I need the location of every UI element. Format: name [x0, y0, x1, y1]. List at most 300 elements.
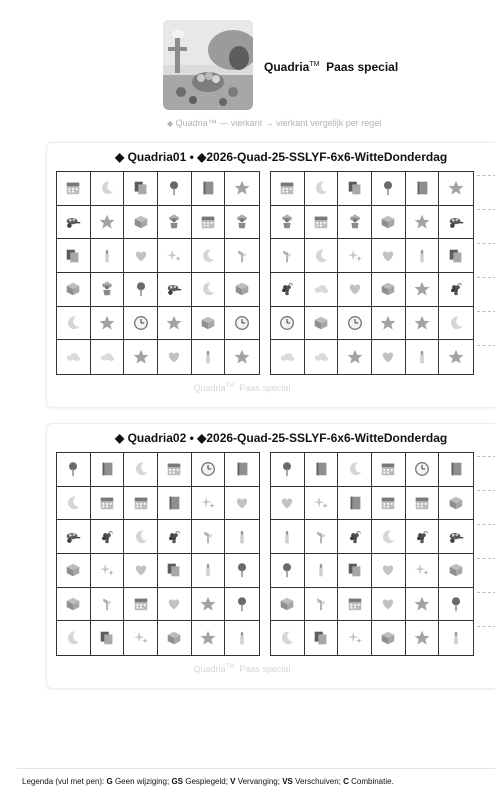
puzzle-card-2: [46, 423, 495, 689]
grid-cell: [124, 520, 158, 554]
box-icon: [278, 595, 296, 613]
grid-cell: [305, 554, 339, 588]
grid-cell: [158, 588, 192, 622]
grid-cell: [439, 206, 473, 240]
star-icon: [447, 348, 465, 366]
box-icon: [64, 561, 82, 579]
sparkle-icon: [312, 494, 330, 512]
star-icon: [233, 179, 251, 197]
answer-line[interactable]: [477, 243, 495, 244]
grid-cell: [305, 172, 339, 206]
answer-line[interactable]: [477, 456, 495, 457]
grid-cell: [91, 621, 125, 655]
grid-cell: [338, 621, 372, 655]
moon-icon: [64, 314, 82, 332]
candle-icon: [413, 247, 431, 265]
cloud-icon: [278, 348, 296, 366]
grid-cell: [158, 206, 192, 240]
star-icon: [447, 179, 465, 197]
grid-cell: [91, 340, 125, 374]
sparkle-icon: [346, 247, 364, 265]
grid-cell: [57, 239, 91, 273]
heart-icon: [132, 247, 150, 265]
grapes-icon: [447, 280, 465, 298]
footer-rest: Paas special: [239, 383, 291, 393]
cards-icon: [447, 247, 465, 265]
candle-icon: [233, 629, 251, 647]
grid-cell: [124, 554, 158, 588]
grid-cell: [124, 588, 158, 622]
moon-icon: [98, 179, 116, 197]
grid-cell: [439, 239, 473, 273]
legend-divider: [17, 768, 495, 769]
grid-cell: [372, 172, 406, 206]
grid-cell: [57, 588, 91, 622]
grid-cell: [406, 520, 440, 554]
grid-cell: [124, 453, 158, 487]
grid-cell: [372, 520, 406, 554]
grapes-icon: [98, 528, 116, 546]
moon-icon: [132, 460, 150, 478]
seedling-icon: [312, 528, 330, 546]
flowerpot-icon: [165, 213, 183, 231]
sparkle-icon: [413, 561, 431, 579]
grid-cell: [372, 307, 406, 341]
moon-icon: [278, 629, 296, 647]
grid-cell: [57, 307, 91, 341]
candle-icon: [199, 561, 217, 579]
grid-cell: [372, 554, 406, 588]
grid-cell: [439, 273, 473, 307]
grid-cell: [192, 273, 226, 307]
legend-text: Gespiegeld;: [183, 777, 231, 786]
grid-cell: [124, 340, 158, 374]
moon-icon: [64, 494, 82, 512]
candle-icon: [98, 247, 116, 265]
grapes-icon: [278, 280, 296, 298]
wheelbarrow-icon: [64, 213, 82, 231]
tree-icon: [278, 460, 296, 478]
calendar-icon: [346, 595, 364, 613]
answer-line[interactable]: [477, 311, 495, 312]
book-icon: [346, 494, 364, 512]
answer-line[interactable]: [477, 524, 495, 525]
star-icon: [98, 213, 116, 231]
grid-cell: [338, 206, 372, 240]
grid-cell: [158, 453, 192, 487]
grid-cell: [225, 588, 259, 622]
box-icon: [199, 314, 217, 332]
grid-cell: [338, 588, 372, 622]
grid-cell: [91, 307, 125, 341]
footer-rest: Paas special: [239, 664, 291, 674]
legend: [22, 777, 394, 786]
cloud-icon: [98, 348, 116, 366]
box-icon: [447, 561, 465, 579]
grid-cell: [271, 621, 305, 655]
clock-icon: [132, 314, 150, 332]
cards-icon: [346, 561, 364, 579]
candle-icon: [312, 561, 330, 579]
clock-icon: [233, 314, 251, 332]
clock-icon: [413, 460, 431, 478]
sparkle-icon: [132, 629, 150, 647]
book-icon: [447, 460, 465, 478]
grid-cell: [225, 621, 259, 655]
moon-icon: [132, 528, 150, 546]
grid-cell: [305, 239, 339, 273]
star-icon: [132, 348, 150, 366]
grid-cell: [158, 554, 192, 588]
grid-cell: [271, 340, 305, 374]
star-icon: [379, 314, 397, 332]
calendar-icon: [98, 494, 116, 512]
grid-cell: [305, 206, 339, 240]
grid-cell: [91, 239, 125, 273]
grid-cell: [124, 273, 158, 307]
wheelbarrow-icon: [447, 528, 465, 546]
grid-cell: [225, 487, 259, 521]
grid-cell: [192, 487, 226, 521]
grid-cell: [158, 172, 192, 206]
grid-cell: [372, 239, 406, 273]
tree-icon: [64, 460, 82, 478]
moon-icon: [199, 247, 217, 265]
moon-icon: [346, 460, 364, 478]
grid-cell: [372, 588, 406, 622]
grid-cell: [372, 340, 406, 374]
grid-cell: [439, 307, 473, 341]
wheelbarrow-icon: [165, 280, 183, 298]
puzzle-heading: ◆ Quadria01 • ◆2026-Quad-25-SSLYF-6x6-WitteDonderdag: [115, 150, 448, 164]
legend-text: Combinatie.: [348, 777, 394, 786]
grid-cell: [305, 520, 339, 554]
grid-cell: [305, 588, 339, 622]
grid-cell: [271, 588, 305, 622]
grid-cell: [91, 520, 125, 554]
grid-cell: [372, 453, 406, 487]
grid-cell: [305, 273, 339, 307]
star-icon: [413, 595, 431, 613]
calendar-icon: [278, 179, 296, 197]
grid-cell: [305, 340, 339, 374]
moon-icon: [199, 280, 217, 298]
grid-cell: [158, 239, 192, 273]
diamond-icon: ◆: [167, 119, 174, 128]
footer-tm: TM: [225, 664, 235, 670]
box-icon: [379, 629, 397, 647]
puzzle-card-1: [46, 142, 495, 408]
moon-icon: [379, 528, 397, 546]
candle-icon: [413, 348, 431, 366]
calendar-icon: [379, 494, 397, 512]
grid-cell: [192, 453, 226, 487]
grapes-icon: [346, 528, 364, 546]
box-icon: [312, 314, 330, 332]
seedling-icon: [233, 247, 251, 265]
grid-cell: [372, 621, 406, 655]
title-tm: TM: [309, 61, 320, 68]
grid-cell: [91, 206, 125, 240]
grid-cell: [225, 453, 259, 487]
grid-cell: [192, 206, 226, 240]
answer-line[interactable]: [477, 345, 495, 346]
tree-icon: [233, 561, 251, 579]
grid-cell: [439, 340, 473, 374]
grid-cell: [192, 307, 226, 341]
legend-text: Geen wijziging;: [112, 777, 172, 786]
grid-cell: [158, 273, 192, 307]
heart-icon: [165, 348, 183, 366]
tree-icon: [132, 280, 150, 298]
heart-icon: [233, 494, 251, 512]
answer-line[interactable]: [477, 558, 495, 559]
title-rest: Paas special: [326, 60, 399, 74]
legend-code: VS: [282, 777, 293, 786]
star-icon: [165, 314, 183, 332]
grid-cell: [158, 487, 192, 521]
grid-cell: [406, 273, 440, 307]
legend-code: C: [343, 777, 349, 786]
legend-code: V: [230, 777, 236, 786]
box-icon: [132, 213, 150, 231]
heart-icon: [379, 247, 397, 265]
answer-line[interactable]: [477, 626, 495, 627]
grid-cell: [57, 554, 91, 588]
book-icon: [98, 460, 116, 478]
legend-text: Vervanging;: [235, 777, 283, 786]
sparkle-icon: [199, 494, 217, 512]
grid-cell: [57, 453, 91, 487]
grid-cell: [338, 172, 372, 206]
star-icon: [199, 629, 217, 647]
grid-cell: [225, 206, 259, 240]
star-icon: [413, 213, 431, 231]
tree-icon: [379, 179, 397, 197]
calendar-icon: [132, 595, 150, 613]
candle-icon: [199, 348, 217, 366]
seedling-icon: [312, 595, 330, 613]
seedling-icon: [98, 595, 116, 613]
cards-icon: [346, 179, 364, 197]
calendar-icon: [165, 460, 183, 478]
puzzle-grid-right: [270, 452, 474, 656]
clock-icon: [278, 314, 296, 332]
title-name: Quadria: [264, 60, 310, 74]
seedling-icon: [278, 247, 296, 265]
grid-cell: [406, 588, 440, 622]
grid-cell: [91, 588, 125, 622]
heart-icon: [165, 595, 183, 613]
grid-cell: [192, 588, 226, 622]
star-icon: [413, 314, 431, 332]
moon-icon: [312, 179, 330, 197]
grid-cell: [439, 487, 473, 521]
cards-icon: [98, 629, 116, 647]
book-icon: [165, 494, 183, 512]
puzzle-grid-left: [56, 171, 260, 375]
puzzle-heading: ◆ Quadria02 • ◆2026-Quad-25-SSLYF-6x6-WitteDonderdag: [115, 431, 448, 445]
candle-icon: [233, 528, 251, 546]
sparkle-icon: [165, 247, 183, 265]
grid-cell: [305, 307, 339, 341]
grid-cell: [439, 453, 473, 487]
tree-icon: [165, 179, 183, 197]
grid-cell: [192, 340, 226, 374]
grid-cell: [225, 307, 259, 341]
clock-icon: [199, 460, 217, 478]
grid-cell: [305, 621, 339, 655]
sparkle-icon: [98, 561, 116, 579]
box-icon: [64, 595, 82, 613]
grid-cell: [57, 273, 91, 307]
book-icon: [413, 179, 431, 197]
cards-icon: [64, 247, 82, 265]
book-icon: [233, 460, 251, 478]
heart-icon: [278, 494, 296, 512]
book-icon: [199, 179, 217, 197]
star-icon: [199, 595, 217, 613]
grid-cell: [406, 206, 440, 240]
star-icon: [346, 348, 364, 366]
grid-cell: [158, 307, 192, 341]
heart-icon: [132, 561, 150, 579]
grid-cell: [192, 554, 226, 588]
answer-line[interactable]: [477, 175, 495, 176]
calendar-icon: [413, 494, 431, 512]
grid-cell: [57, 340, 91, 374]
page-header: [163, 20, 483, 112]
grid-cell: [271, 307, 305, 341]
grid-cell: [91, 554, 125, 588]
grid-cell: [192, 172, 226, 206]
heart-icon: [346, 280, 364, 298]
answer-line[interactable]: [477, 490, 495, 491]
easter-scene-image: [163, 20, 253, 110]
grid-cell: [406, 307, 440, 341]
grid-cell: [158, 520, 192, 554]
grid-cell: [439, 172, 473, 206]
grid-cell: [406, 340, 440, 374]
box-icon: [379, 213, 397, 231]
grid-cell: [439, 520, 473, 554]
puzzle-grid-right: [270, 171, 474, 375]
grid-cell: [271, 453, 305, 487]
grid-cell: [57, 621, 91, 655]
seedling-icon: [199, 528, 217, 546]
tree-icon: [233, 595, 251, 613]
grid-cell: [406, 239, 440, 273]
star-icon: [413, 280, 431, 298]
grid-cell: [439, 621, 473, 655]
grid-cell: [338, 340, 372, 374]
grid-cell: [271, 487, 305, 521]
grid-cell: [406, 453, 440, 487]
puzzle-footer: [47, 664, 437, 674]
footer-name: Quadria: [193, 383, 226, 393]
grid-cell: [91, 453, 125, 487]
moon-icon: [312, 247, 330, 265]
grid-cell: [57, 172, 91, 206]
grid-cell: [158, 340, 192, 374]
grid-cell: [91, 172, 125, 206]
flowerpot-icon: [233, 213, 251, 231]
grid-cell: [124, 172, 158, 206]
grid-cell: [439, 588, 473, 622]
grid-cell: [57, 520, 91, 554]
grid-cell: [338, 554, 372, 588]
heart-icon: [379, 348, 397, 366]
grid-cell: [225, 520, 259, 554]
grid-cell: [439, 554, 473, 588]
grid-cell: [192, 621, 226, 655]
footer-tm: TM: [225, 383, 235, 389]
flowerpot-icon: [278, 213, 296, 231]
answer-line[interactable]: [477, 277, 495, 278]
grid-cell: [338, 307, 372, 341]
page-title: [264, 60, 398, 74]
book-icon: [312, 460, 330, 478]
grid-cell: [271, 206, 305, 240]
grid-cell: [225, 239, 259, 273]
grapes-icon: [413, 528, 431, 546]
sparkle-icon: [346, 629, 364, 647]
grid-cell: [338, 273, 372, 307]
legend-code: GS: [171, 777, 183, 786]
legend-prefix: Legenda (vul met pen):: [22, 777, 107, 786]
grid-cell: [406, 554, 440, 588]
calendar-icon: [199, 213, 217, 231]
cloud-icon: [64, 348, 82, 366]
candle-icon: [278, 528, 296, 546]
star-icon: [233, 348, 251, 366]
flowerpot-icon: [346, 213, 364, 231]
tree-icon: [447, 595, 465, 613]
grid-cell: [338, 453, 372, 487]
grid-cell: [124, 487, 158, 521]
grid-cell: [305, 487, 339, 521]
grid-cell: [225, 340, 259, 374]
answer-line[interactable]: [477, 209, 495, 210]
calendar-icon: [379, 460, 397, 478]
grid-cell: [305, 453, 339, 487]
calendar-icon: [64, 179, 82, 197]
legend-code: G: [106, 777, 113, 786]
grid-cell: [124, 621, 158, 655]
grid-cell: [372, 273, 406, 307]
grid-cell: [57, 206, 91, 240]
cloud-icon: [312, 280, 330, 298]
grid-cell: [91, 273, 125, 307]
grid-cell: [124, 206, 158, 240]
grid-cell: [192, 520, 226, 554]
wheelbarrow-icon: [64, 528, 82, 546]
grid-cell: [192, 239, 226, 273]
moon-icon: [64, 629, 82, 647]
grid-cell: [271, 172, 305, 206]
grapes-icon: [165, 528, 183, 546]
footer-name: Quadria: [193, 664, 226, 674]
wheelbarrow-icon: [447, 213, 465, 231]
box-icon: [447, 494, 465, 512]
grid-cell: [225, 554, 259, 588]
grid-cell: [225, 273, 259, 307]
grid-cell: [406, 487, 440, 521]
clock-icon: [346, 314, 364, 332]
cards-icon: [132, 179, 150, 197]
box-icon: [233, 280, 251, 298]
answer-line[interactable]: [477, 592, 495, 593]
